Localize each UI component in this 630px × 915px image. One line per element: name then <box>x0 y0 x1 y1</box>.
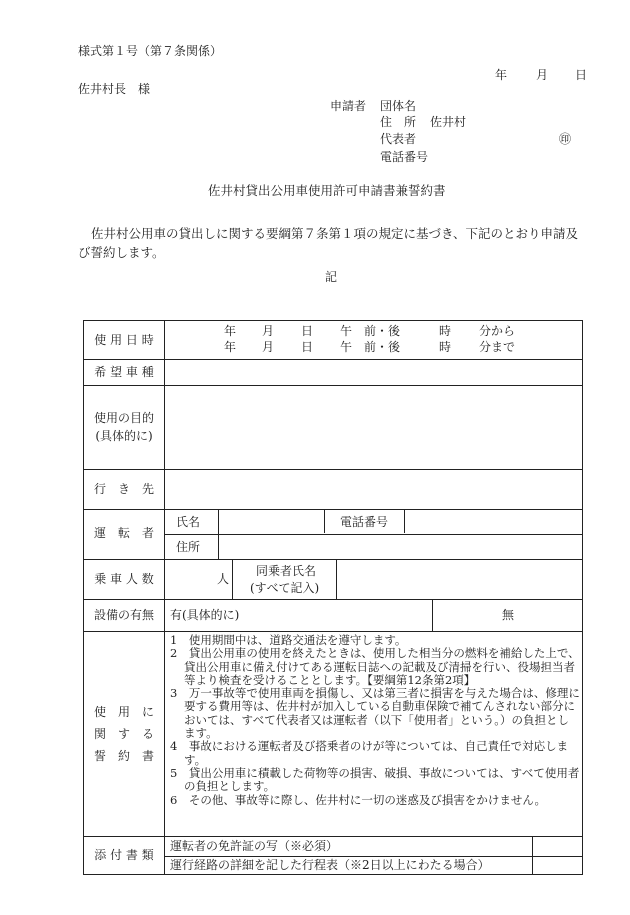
application-table <box>83 320 583 875</box>
row-passengers <box>84 559 582 599</box>
date-day: 日 <box>575 68 588 82</box>
applicant-rep-label: 代表者 <box>380 132 417 146</box>
destination-label: 行 き 先 <box>93 482 154 496</box>
pledge-label-2: 関 す る <box>93 727 154 741</box>
end-ampm[interactable]: 午 前・後 <box>340 340 401 354</box>
applicant-label: 申請者 <box>330 99 367 113</box>
pledge-item-1: 1 使用期間中は、道路交通法を遵守します。 <box>170 633 407 647</box>
attachments-label: 添 付 書 類 <box>94 848 154 862</box>
form-number: 様式第１号（第７条関係） <box>78 44 223 58</box>
start-month[interactable]: 月 <box>262 324 275 338</box>
intro-paragraph: 佐井村公用車の貸出しに関する要綱第７条第１項の規定に基づき、下記のとおり申請及び誓約します。 <box>78 226 579 260</box>
row-equipment <box>84 599 582 631</box>
driver-name-label: 氏名 <box>176 515 201 529</box>
date-month: 月 <box>536 68 549 82</box>
driver-address-label: 住所 <box>176 540 201 554</box>
passenger-names-label: 同乗者氏名 <box>256 564 317 578</box>
pledge-list <box>170 634 580 807</box>
start-year[interactable]: 年 <box>224 324 237 338</box>
driver-label: 運 転 者 <box>93 526 154 540</box>
start-hour[interactable]: 時 <box>439 324 452 338</box>
row-attachments <box>84 836 582 874</box>
end-year[interactable]: 年 <box>224 340 237 354</box>
pledge-item-3: 3 万一事故等で使用車両を損傷し、又は第三者に損害を与えた場合は、修理に要する費用等は、佐井村が加入している自動車保険で補てんされない部分においては、すべて代表者又は運転者（以下「使用者」という。）の負担とします。 <box>170 686 580 741</box>
applicant-address-value: 佐井村 <box>430 115 467 129</box>
applicant-address-label: 住 所 <box>380 115 417 129</box>
end-minute[interactable]: 分まで <box>479 340 516 354</box>
row-destination <box>84 469 582 509</box>
driver-name-field[interactable] <box>219 510 323 534</box>
pledge-item-2: 2 貸出公用車の使用を終えたときは、使用した相当分の燃料を補給した上で、貸出公用車に備え付けてある運転日誌への記載及び清掃を行い、役場担当者等より検査を受けることとします。【要綱第12条第2項】 <box>170 646 580 687</box>
start-minute[interactable]: 分から <box>479 324 516 338</box>
end-month[interactable]: 月 <box>262 340 275 354</box>
addressee: 佐井村長 様 <box>78 82 151 96</box>
pledge-item-5: 5 貸出公用車に積載した荷物等の損害、破損、事故については、すべて使用者の負担とします。 <box>170 765 580 794</box>
usage-datetime-label: 使 用 日 時 <box>94 333 154 347</box>
row-usage-datetime <box>84 321 582 359</box>
date-year: 年 <box>495 68 508 82</box>
seal-mark: ㊞ <box>559 132 572 146</box>
driver-phone-label: 電話番号 <box>340 515 389 529</box>
attachment-item-1: 運転者の免許証の写（※必須） <box>170 839 339 853</box>
passenger-names-label-sub: (すべて記入) <box>250 581 320 595</box>
row-purpose <box>84 385 582 469</box>
equipment-yes-option[interactable]: 有(具体的に) <box>170 608 240 622</box>
applicant-org-label: 団体名 <box>380 99 417 113</box>
attachment-check-2[interactable] <box>533 857 582 874</box>
driver-address-field[interactable] <box>219 535 582 559</box>
row-vehicle-type <box>84 359 582 385</box>
end-day[interactable]: 日 <box>301 340 314 354</box>
passenger-names-field[interactable] <box>337 560 582 599</box>
end-hour[interactable]: 時 <box>439 340 452 354</box>
vehicle-type-field[interactable] <box>165 360 582 385</box>
row-pledge <box>84 631 582 836</box>
pledge-label-1: 使 用 に <box>93 705 154 719</box>
vehicle-type-label: 希 望 車 種 <box>94 365 154 379</box>
equipment-label: 設備の有無 <box>93 608 154 622</box>
passengers-label: 乗 車 人 数 <box>94 572 154 586</box>
applicant-phone-label: 電話番号 <box>380 150 429 164</box>
purpose-field[interactable] <box>165 386 582 469</box>
equipment-no-option[interactable]: 無 <box>502 608 515 622</box>
pledge-item-4: 4 事故における運転者及び搭乗者のけが等については、自己責任で対応します。 <box>170 739 569 767</box>
start-day[interactable]: 日 <box>301 324 314 338</box>
destination-field[interactable] <box>165 470 582 509</box>
row-driver <box>84 509 582 559</box>
attachment-item-2: 運行経路の詳細を記した行程表（※2日以上にわたる場合） <box>170 858 490 872</box>
pledge-item-6: 6 その他、事故等に際し、佐井村に一切の迷惑及び損害をかけません。 <box>170 792 547 807</box>
attachment-check-1[interactable] <box>533 837 582 856</box>
start-ampm[interactable]: 午 前・後 <box>340 324 401 338</box>
purpose-label-sub: (具体的に) <box>95 429 153 443</box>
passenger-unit: 人 <box>217 572 230 586</box>
pledge-label-3: 誓 約 書 <box>93 749 154 763</box>
ki-label: 記 <box>325 270 338 284</box>
driver-phone-field[interactable] <box>405 510 582 534</box>
document-title: 佐井村貸出公用車使用許可申請書兼誓約書 <box>208 183 446 198</box>
purpose-label: 使用の目的 <box>93 411 154 425</box>
